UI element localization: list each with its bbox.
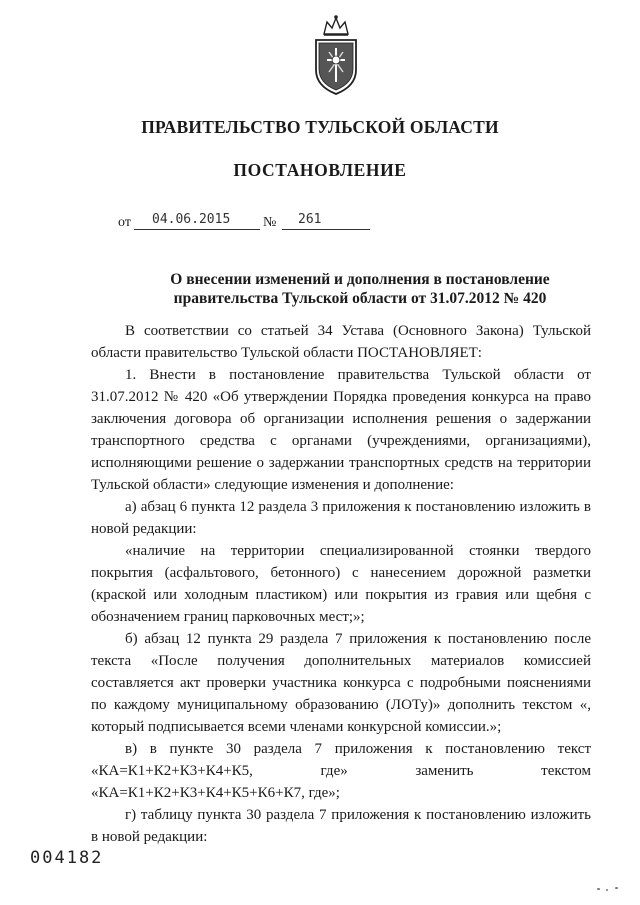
- scan-speck: [615, 887, 618, 889]
- paragraph-item-1: 1. Внести в постановление правительства Тульской области от 31.07.2012 № 420 «Об утверждении Порядка проведения конкурса на право заключения договора об организации исполнения решения о задержании транспортного средства с органами (учреждениями, организациями), исполняющими решение о задержании транспортных средств на территории Тульской области» следующие изменения и дополнение:: [91, 367, 591, 493]
- paragraph-subitem-a: а) абзац 6 пункта 12 раздела 3 приложения к постановлению изложить в новой редакции:: [91, 499, 591, 537]
- scan-speck: [606, 889, 608, 891]
- document-type: ПОСТАНОВЛЕНИЕ: [233, 160, 407, 180]
- paragraph-subitem-g: г) таблицу пункта 30 раздела 7 приложения к постановлению изложить в новой редакции:: [91, 807, 591, 845]
- date-value: 04.06.2015: [134, 212, 260, 230]
- document-body: [91, 320, 591, 848]
- paragraph-subitem-v: в) в пункте 30 раздела 7 приложения к постановлению текст «КА=К1+К2+К3+К4+К5, где» заменить текстом «КА=К1+К2+К3+К4+К5+К6+К7, где»;: [91, 741, 591, 801]
- document-subject: [150, 270, 570, 308]
- scan-speck: [597, 888, 600, 890]
- number-value: 261: [282, 212, 370, 230]
- paragraph-subitem-b: б) абзац 12 пункта 29 раздела 7 приложения к постановлению после текста «После получения дополнительных материалов комиссией составляется акт проверки участника конкурса с подробными пояснениями по каждому муниципальному образованию (ЛОТу)» дополнить текстом «, который подписывается всеми членами конкурсной комиссии.»;: [91, 631, 591, 735]
- coat-of-arms-icon: [310, 14, 362, 96]
- subject-line: правительства Тульской области от 31.07.2012 № 420: [173, 290, 547, 307]
- number-label: №: [263, 215, 277, 230]
- date-label: от: [118, 215, 131, 230]
- paragraph-preamble: В соответствии со статьей 34 Устава (Основного Закона) Тульской области правительство Тульской области ПОСТАНОВЛЯЕТ:: [91, 323, 591, 361]
- date-number-line: [118, 209, 378, 233]
- subject-line: О внесении изменений и дополнения в постановление: [170, 271, 550, 288]
- stamp-number: 004182: [30, 848, 104, 868]
- paragraph-quote-a: «наличие на территории специализированной стоянки твердого покрытия (асфальтового, бетонного) с нанесением дорожной разметки (краской или холодным пластиком) или покрытия из гравия или щебня с обозначением границ парковочных мест;»;: [91, 543, 591, 625]
- organization-title: ПРАВИТЕЛЬСТВО ТУЛЬСКОЙ ОБЛАСТИ: [141, 117, 499, 137]
